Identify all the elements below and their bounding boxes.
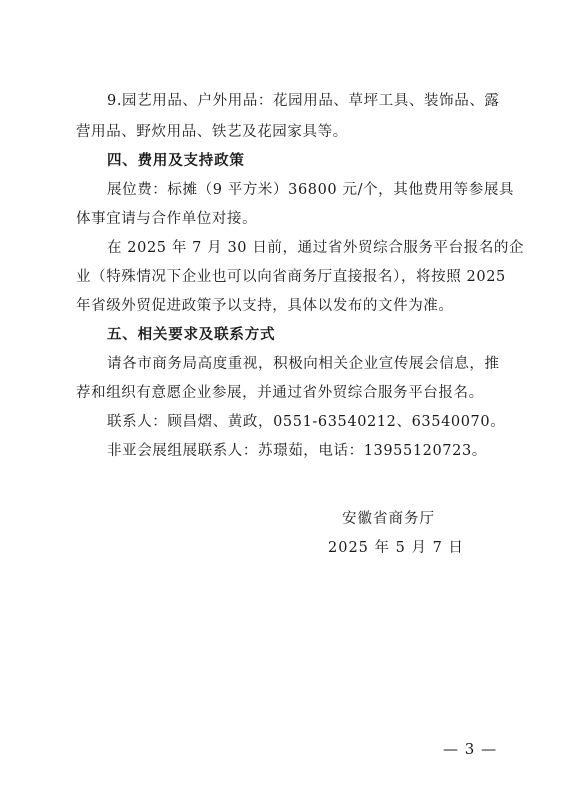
- category-item-9-line-2: 营用品、野炊用品、铁艺及花园家具等。: [76, 124, 348, 140]
- support-paragraph-line-3: 年省级外贸促进政策予以支持，具体以发布的文件为准。: [76, 298, 454, 314]
- section-heading-fees: 四、费用及支持政策: [107, 153, 245, 169]
- category-item-9-line-1: 9.园艺用品、户外用品：花园用品、草坪工具、装饰品、露: [107, 93, 500, 109]
- requirements-paragraph-line-1: 请各市商务局高度重视，积极向相关企业宣传展会信息，推: [107, 356, 500, 372]
- fee-paragraph-line-2: 体事宜请与合作单位对接。: [76, 211, 258, 227]
- support-paragraph-line-1: 在 2025 年 7 月 30 日前，通过省外贸综合服务平台报名的企: [107, 240, 525, 256]
- contact-line-1: 联系人：顾昌熠、黄政，0551-63540212、63540070。: [107, 414, 506, 430]
- signature-date: 2025 年 5 月 7 日: [328, 540, 464, 556]
- requirements-paragraph-line-2: 荐和组织有意愿企业参展，并通过省外贸综合服务平台报名。: [76, 385, 484, 401]
- fee-paragraph-line-1: 展位费：标摊（9 平方米）36800 元/个，其他费用等参展具: [107, 182, 515, 198]
- contact-line-2: 非亚会展组展联系人：苏璟茹，电话：13955120723。: [107, 443, 487, 459]
- page-number: — 3 —: [443, 740, 498, 758]
- signature-organization: 安徽省商务厅: [342, 511, 435, 527]
- support-paragraph-line-2: 业（特殊情况下企业也可以向省商务厅直接报名），将按照 2025: [76, 269, 506, 285]
- section-heading-requirements: 五、相关要求及联系方式: [107, 327, 276, 343]
